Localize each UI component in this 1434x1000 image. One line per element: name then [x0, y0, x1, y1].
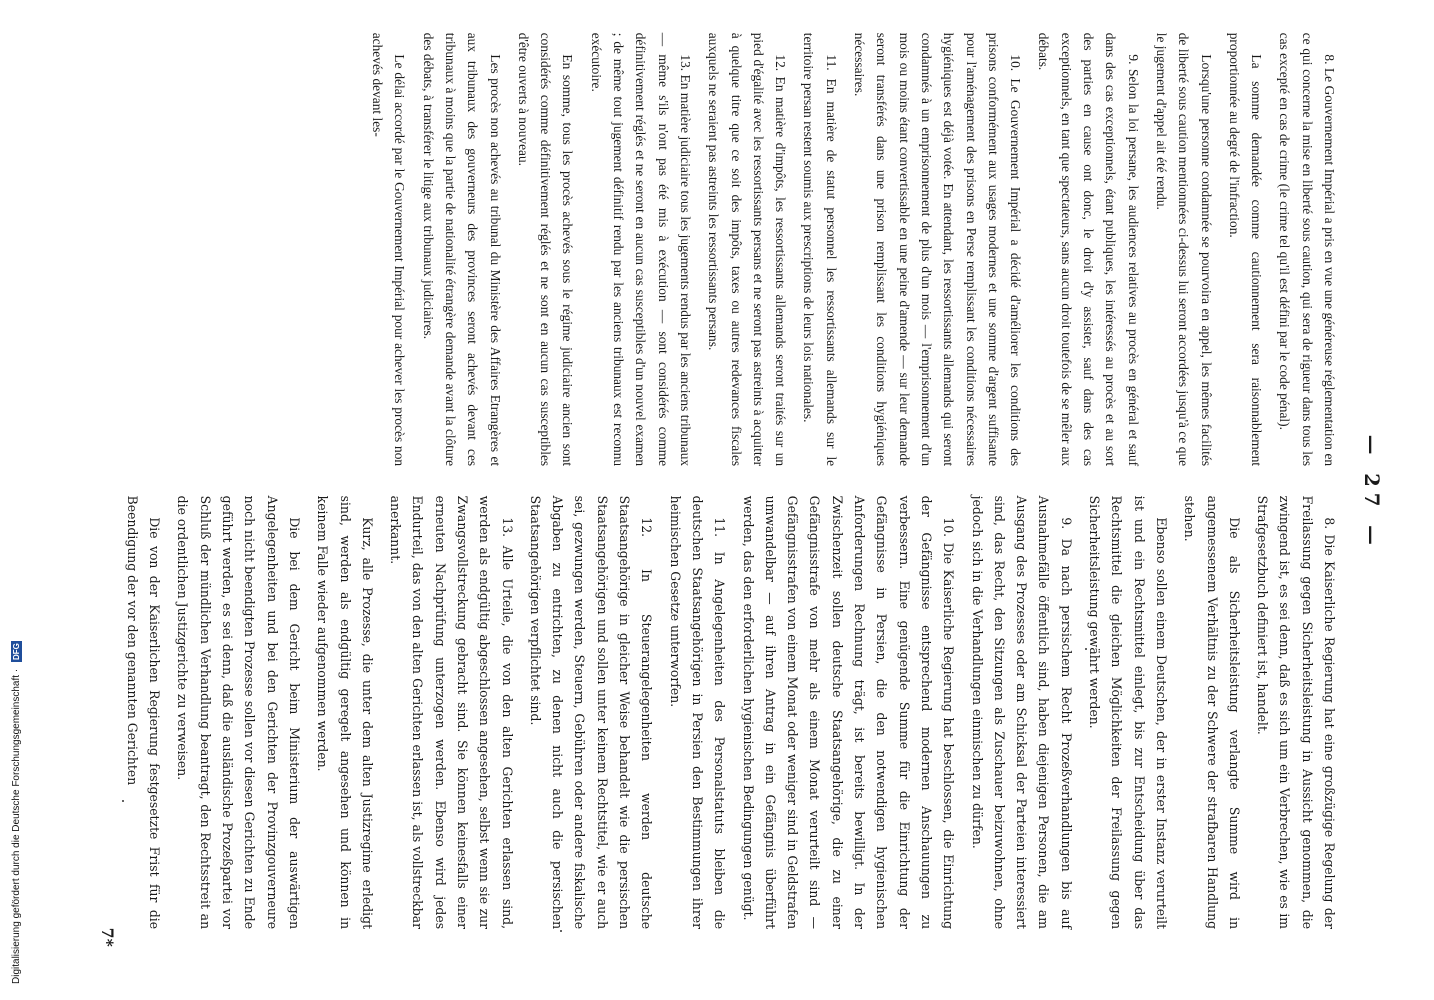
- text-paragraph: 10. Le Gouvernement Impérial a décidé d'améliorer les conditions des prisons conformément aux usages modernes et une somme d'argent suffisante pour l'aménagement des prisons en Perse remplissant les conditions nécessaires hygiéniques est déjà votée. En attendant, les ressortissants allemands qui seront condamnés à un emprisonnement de plus d'un mois — l'emprisonnement d'un mois ou moins étant convertissable en une peine d'amende — sur leur demande seront transférés dans une prison remplissant les conditions hygiéniques nécessaires.: [852, 32, 1024, 467]
- text-paragraph: 11. In Angelegenheiten des Personalstatuts bleiben die deutschen Staatsangehörigen in Persien den Bestimmungen ihrer heimischen Gesetze unterworfen.: [667, 495, 728, 930]
- text-paragraph: Kurz, alle Prozesse, die unter dem alten Justizregime erledigt sind, werden als endgültig geregelt angesehen und können in keinem Falle wieder aufgenommen werden.: [315, 495, 375, 930]
- text-paragraph: 10. Die Kaiserliche Regierung hat beschlossen, die Einrichtung der Gefängnisse entsprechend modernen Anschauungen zu verbessern. Eine genügende Summe für die Einrichtung der Gefängnisse in Persien, die den notwendigen hygienischen Anforderungen Rechnung trägt, ist bereits bewilligt. In der Zwischenzeit sollen deutsche Staatsangehörige, die zu einer Gefängnisstrafe von mehr als einem Monat verurteilt sind — Gefängnisstrafen von einem Monat oder weniger sind in Geldstrafen umwandelbar — auf ihren Antrag in ein Gefängnis überführt werden, das den erforderlichen hygienischen Bedingungen genügt.: [740, 495, 957, 930]
- text-paragraph: Die als Sicherheitsleistung verlangte Summe wird in angemessenem Verhältnis zu der Schwere der strafbaren Handlung stehen.: [1182, 495, 1242, 930]
- text-paragraph: 13. En matière judiciaire tous les jugements rendus par les anciens tribunaux — même s'ils n'ont pas été mis à exécution — sont considérés comme définitivement réglés et ne seront en aucun cas susceptibles d'un nouvel examen ; de même tout jugement définitif rendu par les anciens tribunaux est reconnu exécutoire.: [588, 32, 693, 467]
- text-paragraph: Le délai accordé par le Gouvernement Impérial pour achever les procès non achevés devant les-: [370, 32, 408, 467]
- text-paragraph: 13. Alle Urteile, die von den alten Gerichten erlassen sind, werden als endgültig abgeschlossen angesehen, selbst wenn sie zur Zwangsvollstreckung gebracht sind. Sie können keinesfalls einer erneuten Nachprüfung unterzogen werden. Ebenso wird jedes Endurteil, das von den alten Gerichten erlassen ist, als vollstreckbar anerkannt.: [388, 495, 515, 930]
- credit-text: Digitalisierung gefördert durch die Deutsche Forschungsgemeinschaft ·: [11, 668, 22, 984]
- text-paragraph: 8. Die Kaiserliche Regierung hat eine großzügige Regelung der Freilassung gegen Sicherheitsleistung in Aussicht genommen, die zwingend ist, es sei denn, daß es sich um ein Verbrechen, wie es im Strafgesetzbuch definiert ist, handelt.: [1255, 495, 1337, 930]
- dfg-logo-icon: DFG: [12, 643, 21, 661]
- text-paragraph: 11. En matière de statut personnel les ressortissants allemands sur le territoire persan restent soumis aux prescriptions de leurs lois nationales.: [801, 32, 839, 467]
- text-paragraph: 12. In Steuerangelegenheiten werden deutsche Staatsangehörige in gleicher Weise behandelt wie die persischen Staatsangehörigen und sollen unter keinem Rechtstitel, wie er auch sei, gezwungen werden, Steuern, Gebühren oder andere fiskalische Abgaben zu entrichten, zu denen nicht auch die persischen Staatsangehörigen verpflichtet sind.: [527, 495, 655, 930]
- text-paragraph: Die bei dem Gericht beim Ministerium der auswärtigen Angelegenheiten und bei den Gerichten der Provinzgouverneure noch nicht beendigten Prozesse sollen vor diesen Gerichten zu Ende geführt werden, es sei denn, daß die ausländische Prozeßpartei vor Schluß der mündlichen Verhandlung beantragt, den Rechtsstreit an die ordentlichen Justizgerichte zu verweisen.: [175, 495, 302, 930]
- text-paragraph: 8. Le Gouvernement Impérial a pris en vue une généreuse réglementation en ce qui concerne la mise en liberté sous caution, qui sera de rigueur dans tous les cas excepté en cas de crime (le crime tel qu'il est défini par le code pénal).: [1277, 32, 1337, 467]
- scan-speck: [560, 930, 562, 932]
- french-text-column: [360, 33, 1340, 466]
- document-page: [92, 15, 1392, 970]
- text-paragraph: La somme demandée comme cautionnement sera raisonnablement proportionnée au degré de l'infraction.: [1226, 32, 1265, 467]
- text-paragraph: Lorsqu'une personne condamnée se pourvoira en appel, les mêmes facilités de liberté sous caution mentionnées ci-dessus lui seront accordées jusqu'à ce que le jugement d'appel ait été rendu.: [1153, 32, 1214, 467]
- text-paragraph: Die von der Kaiserlichen Regierung festgesetzte Frist für die Beendigung der vor den genannten Gerichten: [124, 495, 163, 930]
- text-paragraph: 9. Da nach persischem Recht Prozeßverhandlungen bis auf Ausnahmefälle öffentlich sind, haben diejenigen Personen, die am Ausgang des Prozesses oder am Schicksal der Parteien interessiert sind, das Recht, den Sitzungen als Zuschauer beizuwohnen, ohne jedoch sich in die Verhandlungen einmischen zu dürfen.: [969, 495, 1074, 930]
- text-paragraph: 12. En matière d'impôts, les ressortissants allemands seront traités sur un pied d'égalité avec les ressortissants persans et ne seront pas astreints à acquitter à quelque titre que ce soit des impôts, taxes ou autres redevances fiscales auxquels ne seraient pas astreints les ressortissants persans.: [706, 32, 789, 467]
- text-paragraph: Ebenso sollen einem Deutschen, der in erster Instanz verurteilt ist und ein Rechtsmittel einlegt, bis zur Entscheidung über das Rechtsmittel die gleichen Möglichkeiten der Freilassung gegen Sicherheitsleistung gewährt werden.: [1087, 495, 1169, 930]
- scan-speck: [122, 800, 124, 802]
- scan-speck: [1085, 648, 1087, 650]
- text-paragraph: 9. Selon la loi persane, les audiences relatives au procès en général et sauf dans des cas exceptionnels, étant publiques, les intéressés au procès et au sort des parties en cause ont donc, le droit d'y assister, sauf dans des cas exceptionnels, en tant que spectateurs, sans aucun droit toutefois de se mêler aux débats.: [1036, 32, 1141, 467]
- sheet-signature-mark: 7*: [98, 927, 117, 947]
- german-text-column: [115, 496, 1340, 929]
- text-paragraph: En somme, tous les procès achevés sous le régime judiciaire ancien sont considérés comme définitivement réglés et ne sont en aucun cas susceptibles d'être ouverts à nouveau.: [515, 32, 576, 467]
- text-paragraph: Les procès non achevés au tribunal du Ministère des Affaires Etrangères et aux tribunaux des gouverneurs des provinces seront achevés devant ces tribunaux à moins que la partie de nationalité étrangère demande avant la clôture des débats, à transférer le litige aux tribunaux judiciaires.: [420, 32, 503, 467]
- page-number: — 27 —: [1360, 434, 1384, 551]
